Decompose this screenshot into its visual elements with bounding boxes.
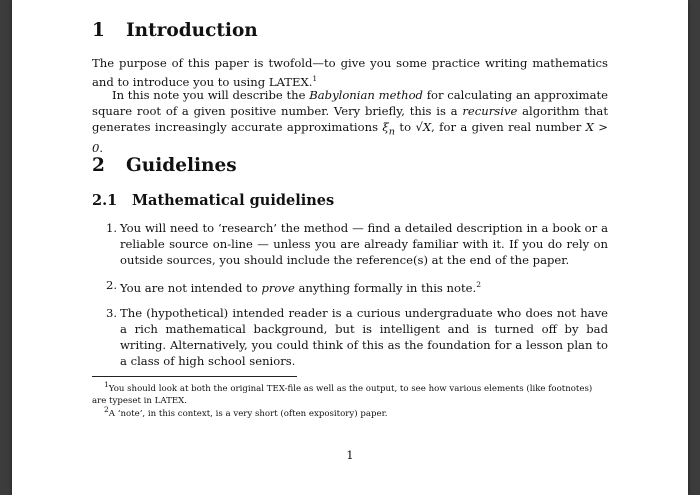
section-2-heading [92,155,237,176]
list-text: You will need to ‘research’ the method — find a detailed description in a book or a reliable source on-line — unless you are already familiar with it. If you do rely on outside sources, you should include the reference(s) at the end of the paper. [120,221,608,267]
footnote-1 [92,379,608,407]
section-number: 1 [92,20,105,41]
footnote-mark: 1 [104,380,109,389]
latex-logo: LATEX [154,395,185,406]
list-item [92,305,608,369]
list-number: 2. [106,278,118,292]
intro-paragraph-1: The purpose of this paper is twofold—to give you some practice writing mathematics and to introduce you to using LATEX.$^1$ [92,56,608,89]
text: . [99,141,104,156]
list-number: 3. [106,305,118,320]
footnote-2 [92,404,608,420]
subsection-number: 2.1 [92,192,118,209]
footnote-text: You should look at both the original [108,383,267,394]
list-text: anything formally in this note. [294,280,477,295]
math-sqrt: √X [415,120,432,134]
subsection-2-1-heading [92,192,334,209]
section-1-heading [92,20,258,41]
section-title: Introduction [126,20,258,41]
footnote-text: A ‘note’, in this context, is a very short (often expository) paper. [108,408,388,419]
tex-logo: TEX [266,383,285,394]
footnote-text: -file as well as the output, to see how various elements (like footnotes) are typeset in [92,383,593,406]
list-item [92,220,608,268]
emphasis: Babylonian method [309,88,423,102]
footnote-text: . [184,395,187,406]
emphasis: prove [261,280,295,295]
text: , for a given real number [431,120,586,134]
document-page [12,0,688,495]
section-title: Guidelines [126,155,237,176]
footnote-rule [92,376,297,377]
text: for calculating an approximate square root of a given positive number. Very briefly, this is a [92,88,608,118]
text: algorithm that generates increasingly accurate approximations [92,104,608,134]
emphasis: recursive [462,104,518,118]
footnote-mark: 2 [104,405,109,414]
math-inequality: X > 0 [92,120,608,156]
footnote-ref-2: 2 [476,280,481,289]
list-text: You are not intended to [120,280,262,295]
text: to [395,120,416,134]
math-subscript: n [388,126,396,138]
page-number: 1 [346,448,354,462]
list-number: 1. [106,221,118,235]
list-text: The (hypothetical) intended reader is a curious undergraduate who does not have a rich mathematical background, but is intelligent and is turned off by bad writing. Alternatively, you could think of this as the foundation for a lesson plan to a class of high school seniors. [120,305,608,368]
subsection-title: Mathematical guidelines [132,192,335,209]
text: The purpose of this paper is twofold—to give you some practice writing mathematics and to introduce you to using [92,56,608,89]
latex-logo: LATEX [268,74,309,89]
math-xi: ξ [382,120,389,134]
list-item [92,277,608,296]
intro-paragraph-2 [92,87,608,156]
footnote-ref-1: 1 [312,74,318,83]
guidelines-list [92,220,608,369]
text: In this note you will describe the [112,88,310,102]
section-number: 2 [92,155,105,176]
